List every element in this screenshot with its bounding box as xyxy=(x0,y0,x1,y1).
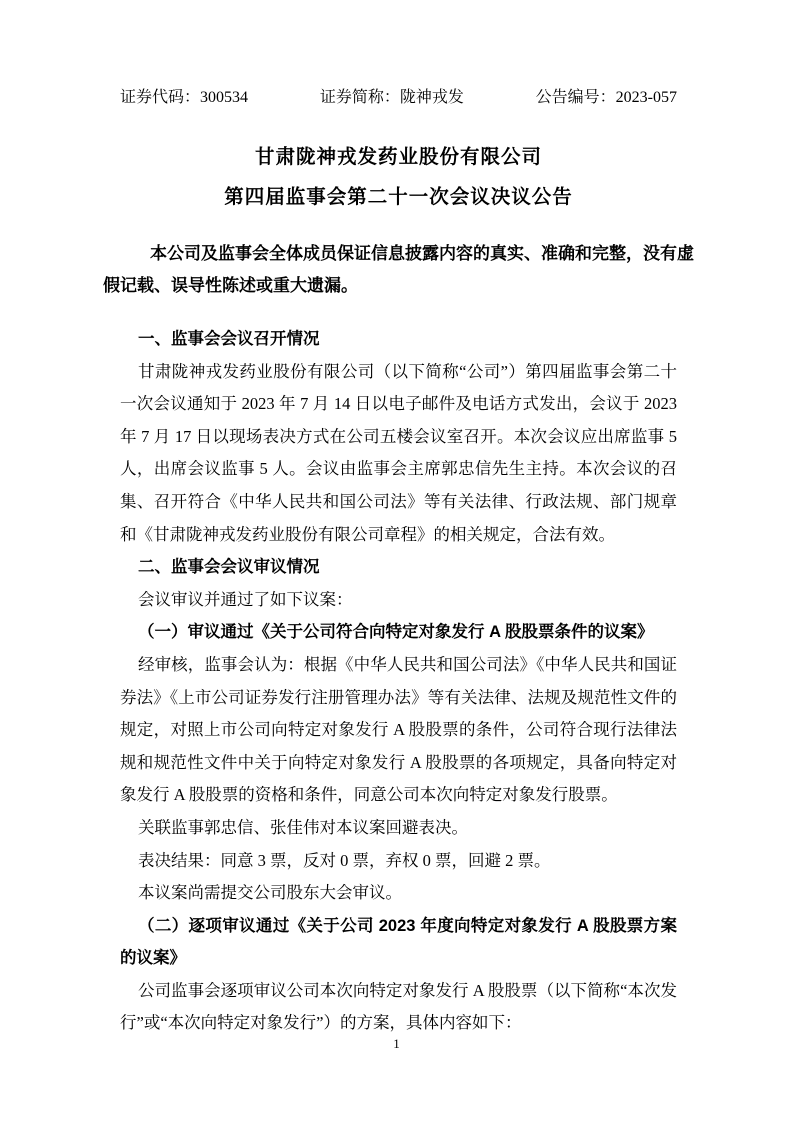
document-title xyxy=(120,138,677,218)
section-heading: （二）逐项审议通过《关于公司 2023 年度向特定对象发行 A 股股票方案的议案》 xyxy=(120,916,677,968)
disclaimer-statement: 本公司及监事会全体成员保证信息披露内容的真实、准确和完整，没有虚假记载、误导性陈述或重大遗漏。 xyxy=(103,244,694,295)
stock-abbr-label: 证券简称：陇神戎发 xyxy=(319,89,464,106)
page-number: 1 xyxy=(393,1036,400,1051)
body-paragraph: 经审核，监事会认为：根据《中华人民共和国公司法》《中华人民共和国证券法》《上市公司证券发行注册管理办法》等有关法律、法规及规范性文件的规定，对照上市公司向特定对象发行 A 股股票的条件，公司符合现行法律法规和规范性文件中关于向特定对象发行 A 股股票的各项规定，具备向特定对象发行 A 股股票的资格和条件，同意公司本次向特定对象发行股票。 xyxy=(120,654,677,805)
document-title-line2: 第四届监事会第二十一次会议决议公告 xyxy=(224,187,573,208)
announcement-no-label: 公告编号：2023-057 xyxy=(535,89,677,106)
body-paragraph: 表决结果：同意 3 票，反对 0 票，弃权 0 票，回避 2 票。 xyxy=(138,850,551,870)
section-heading: （一）审议通过《关于公司符合向特定对象发行 A 股股票条件的议案》 xyxy=(138,623,654,642)
section-heading: 一、监事会会议召开情况 xyxy=(138,330,320,348)
body-paragraph: 公司监事会逐项审议公司本次向特定对象发行 A 股股票（以下简称“本次发行”或“本次向特定对象发行”）的方案，具体内容如下： xyxy=(120,980,677,1033)
document-header xyxy=(120,88,677,108)
body-paragraph: 本议案尚需提交公司股东大会审议。 xyxy=(138,883,402,903)
document-body xyxy=(120,323,677,1040)
body-paragraph: 会议审议并通过了如下议案： xyxy=(138,589,353,609)
body-paragraph: 关联监事郭忠信、张佳伟对本议案回避表决。 xyxy=(138,817,468,837)
stock-code-label: 证券代码：300534 xyxy=(120,89,249,106)
section-heading: 二、监事会会议审议情况 xyxy=(138,558,320,577)
body-paragraph: 甘肃陇神戎发药业股份有限公司（以下简称“公司”）第四届监事会第二十一次会议通知于 2023 年 7 月 14 日以电子邮件及电话方式发出，会议于 2023 年 7 月 17 日以现场表决方式在公司五楼会议室召开。本次会议应出席监事 5 人，出席会议监事 5 人。会议由监事会主席郭忠信先生主持。本次会议的召集、召开符合《中华人民共和国公司法》等有关法律、行政法规、部门规章和《甘肃陇神戎发药业股份有限公司章程》的相关规定，合法有效。 xyxy=(120,361,677,544)
document-title-line1: 甘肃陇神戎发药业股份有限公司 xyxy=(254,147,542,168)
